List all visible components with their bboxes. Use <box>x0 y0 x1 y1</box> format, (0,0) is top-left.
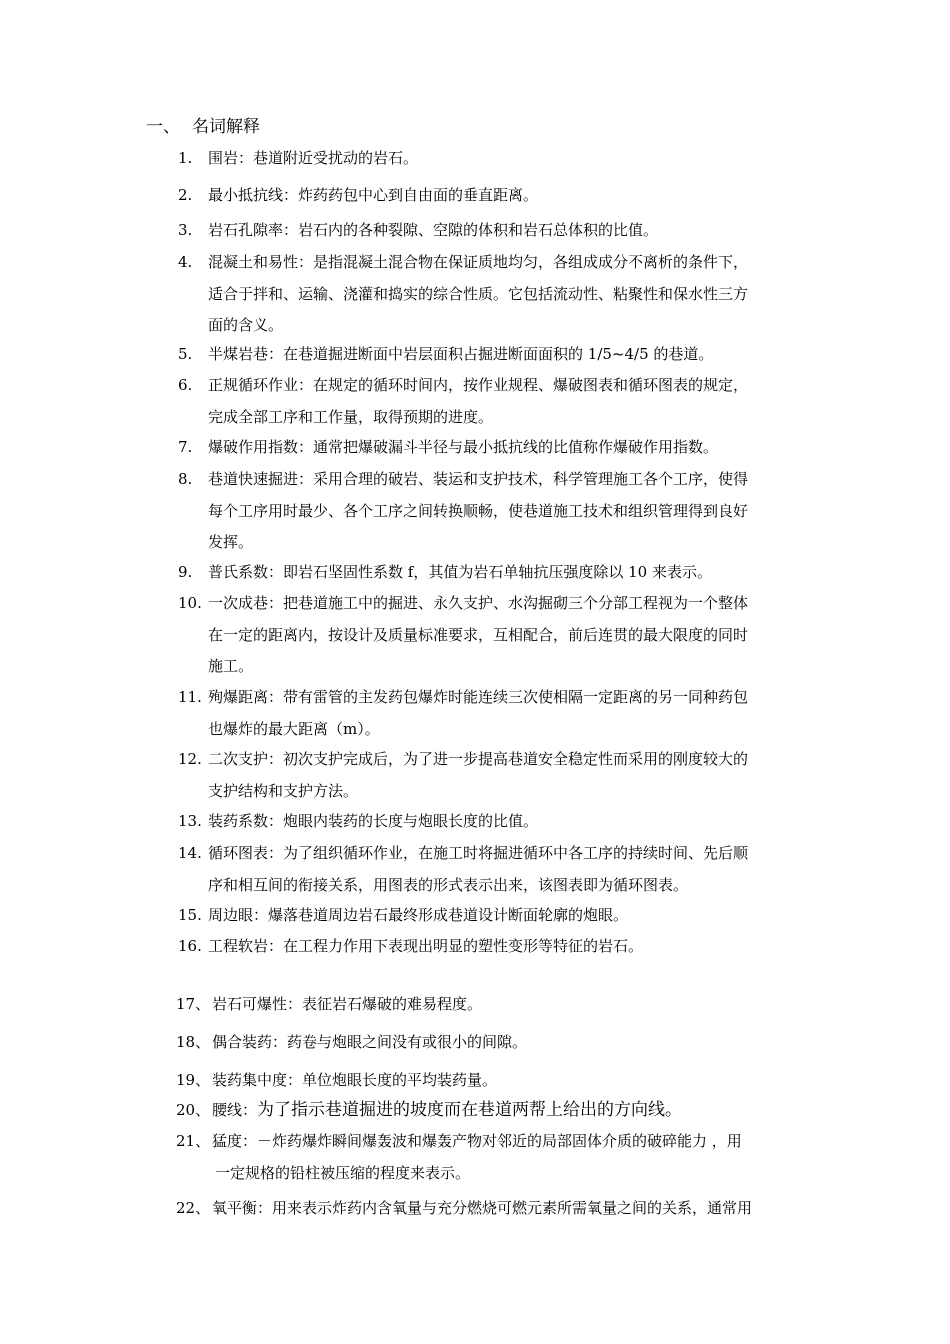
item-text-continued: 发挥。 <box>208 533 254 551</box>
item-number: 16. <box>178 937 202 955</box>
definition-item-5 <box>178 339 713 371</box>
item-text: 循环图表：为了组织循环作业，在施工时将掘进循环中各工序的持续时间、先后顺 <box>208 844 749 862</box>
section-title-text: 名词解释 <box>192 117 260 137</box>
item-text: 二次支护：初次支护完成后，为了进一步提高巷道安全稳定性而采用的刚度较大的 <box>208 750 749 768</box>
item-number: 9. <box>178 563 193 581</box>
item-text: 装药集中度：单位炮眼长度的平均装药量。 <box>212 1071 498 1089</box>
definition-item-13 <box>178 806 538 838</box>
definition-item-14 <box>178 838 748 901</box>
item-number: 2. <box>178 186 193 204</box>
definition-item-3 <box>178 215 658 247</box>
definition-item-9 <box>178 557 712 589</box>
definition-item-19 <box>176 1065 497 1097</box>
item-text: 正规循环作业：在规定的循环时间内，按作业规程、爆破图表和循环图表的规定， <box>208 376 749 394</box>
item-text: 半煤岩巷：在巷道掘进断面中岩层面积占掘进断面面积的 1/5~4/5 的巷道。 <box>208 345 714 363</box>
definition-item-8 <box>178 464 748 559</box>
definition-item-22 <box>176 1193 752 1225</box>
item-text: 普氏系数：即岩石坚固性系数 f，其值为岩石单轴抗压强度除以 10 来表示。 <box>208 563 712 581</box>
item-number: 10. <box>178 594 202 612</box>
item-number: 19、 <box>176 1071 211 1089</box>
definition-item-16 <box>178 931 643 963</box>
item-text-continued: 也爆炸的最大距离（m）。 <box>208 719 380 738</box>
item-number: 18、 <box>176 1033 211 1051</box>
item-number: 8. <box>178 470 193 488</box>
item-number: 5. <box>178 345 193 363</box>
definition-item-17 <box>176 989 482 1021</box>
definition-item-1 <box>178 143 418 175</box>
item-text: 一次成巷：把巷道施工中的掘进、永久支护、水沟掘砌三个分部工程视为一个整体 <box>208 594 749 612</box>
item-text-continued: 完成全部工序和工作量，取得预期的进度。 <box>208 407 494 426</box>
definition-item-10 <box>178 588 748 683</box>
definition-item-2 <box>178 180 538 212</box>
item-text: 氧平衡：用来表示炸药内含氧量与充分燃烧可燃元素所需氧量之间的关系，通常用 <box>212 1199 753 1217</box>
item-number: 22、 <box>176 1199 211 1217</box>
item-text: 工程软岩：在工程力作用下表现出明显的塑性变形等特征的岩石。 <box>208 937 644 955</box>
definition-item-7 <box>178 432 718 464</box>
item-text-continued: 序和相互间的衔接关系，用图表的形式表示出来，该图表即为循环图表。 <box>208 875 689 894</box>
item-text: 为了指示巷道掘进的坡度而在巷道两帮上给出的方向线。 <box>257 1100 683 1120</box>
definition-item-20 <box>176 1095 682 1127</box>
definition-item-15 <box>178 900 628 932</box>
definition-item-18 <box>176 1027 527 1059</box>
item-text: 殉爆距离：带有雷管的主发药包爆炸时能连续三次使相隔一定距离的另一同种药包 <box>208 688 749 706</box>
item-number: 11. <box>178 688 202 706</box>
item-text-continued: 施工。 <box>208 657 254 675</box>
item-text: 最小抵抗线：炸药药包中心到自由面的垂直距离。 <box>208 186 539 204</box>
item-number: 14. <box>178 844 202 862</box>
item-text: 偶合装药：药卷与炮眼之间没有或很小的间隙。 <box>212 1033 528 1051</box>
item-text-continued: 一定规格的铅柱被压缩的程度来表示。 <box>215 1163 471 1182</box>
item-term: 腰线： <box>212 1101 258 1119</box>
item-text: 围岩：巷道附近受扰动的岩石。 <box>208 149 419 167</box>
item-number: 3. <box>178 221 193 239</box>
item-text: 装药系数：炮眼内装药的长度与炮眼长度的比值。 <box>208 812 539 830</box>
definition-item-4 <box>178 247 748 342</box>
item-number: 21、 <box>176 1132 211 1150</box>
item-number: 13. <box>178 812 202 830</box>
item-text: 混凝土和易性：是指混凝土混合物在保证质地均匀，各组成成分不离析的条件下， <box>208 253 749 271</box>
item-text: 爆破作用指数：通常把爆破漏斗半径与最小抵抗线的比值称作爆破作用指数。 <box>208 438 719 456</box>
item-text: 猛度：－炸药爆炸瞬间爆轰波和爆轰产物对邻近的局部固体介质的破碎能力 ，用 <box>212 1132 742 1150</box>
item-text: 周边眼：爆落巷道周边岩石最终形成巷道设计断面轮廓的炮眼。 <box>208 906 629 924</box>
item-number: 15. <box>178 906 202 924</box>
section-number: 一、 <box>146 117 180 137</box>
definition-item-11 <box>178 682 748 745</box>
item-text-continued: 每个工序用时最少、各个工序之间转换顺畅，使巷道施工技术和组织管理得到良好 <box>208 501 749 520</box>
item-text-continued: 支护结构和支护方法。 <box>208 781 359 800</box>
item-number: 1. <box>178 149 193 167</box>
item-number: 6. <box>178 376 193 394</box>
item-number: 12. <box>178 750 202 768</box>
definition-item-21 <box>176 1126 742 1189</box>
definition-item-12 <box>178 744 748 807</box>
item-number: 17、 <box>176 995 211 1013</box>
item-text-continued: 在一定的距离内，按设计及质量标准要求，互相配合，前后连贯的最大限度的同时 <box>208 625 749 644</box>
definition-item-6 <box>178 370 748 433</box>
item-number: 4. <box>178 253 193 271</box>
item-text: 巷道快速掘进：采用合理的破岩、装运和支护技术，科学管理施工各个工序，使得 <box>208 470 749 488</box>
item-text-continued: 面的含义。 <box>208 316 284 334</box>
item-number: 7. <box>178 438 193 456</box>
item-text-continued: 适合于拌和、运输、浇灌和捣实的综合性质。它包括流动性、粘聚性和保水性三方 <box>208 284 749 303</box>
item-text: 岩石孔隙率：岩石内的各种裂隙、空隙的体积和岩石总体积的比值。 <box>208 221 659 239</box>
section-heading <box>146 116 260 138</box>
item-number: 20、 <box>176 1101 211 1119</box>
item-text: 岩石可爆性：表征岩石爆破的难易程度。 <box>212 995 483 1013</box>
